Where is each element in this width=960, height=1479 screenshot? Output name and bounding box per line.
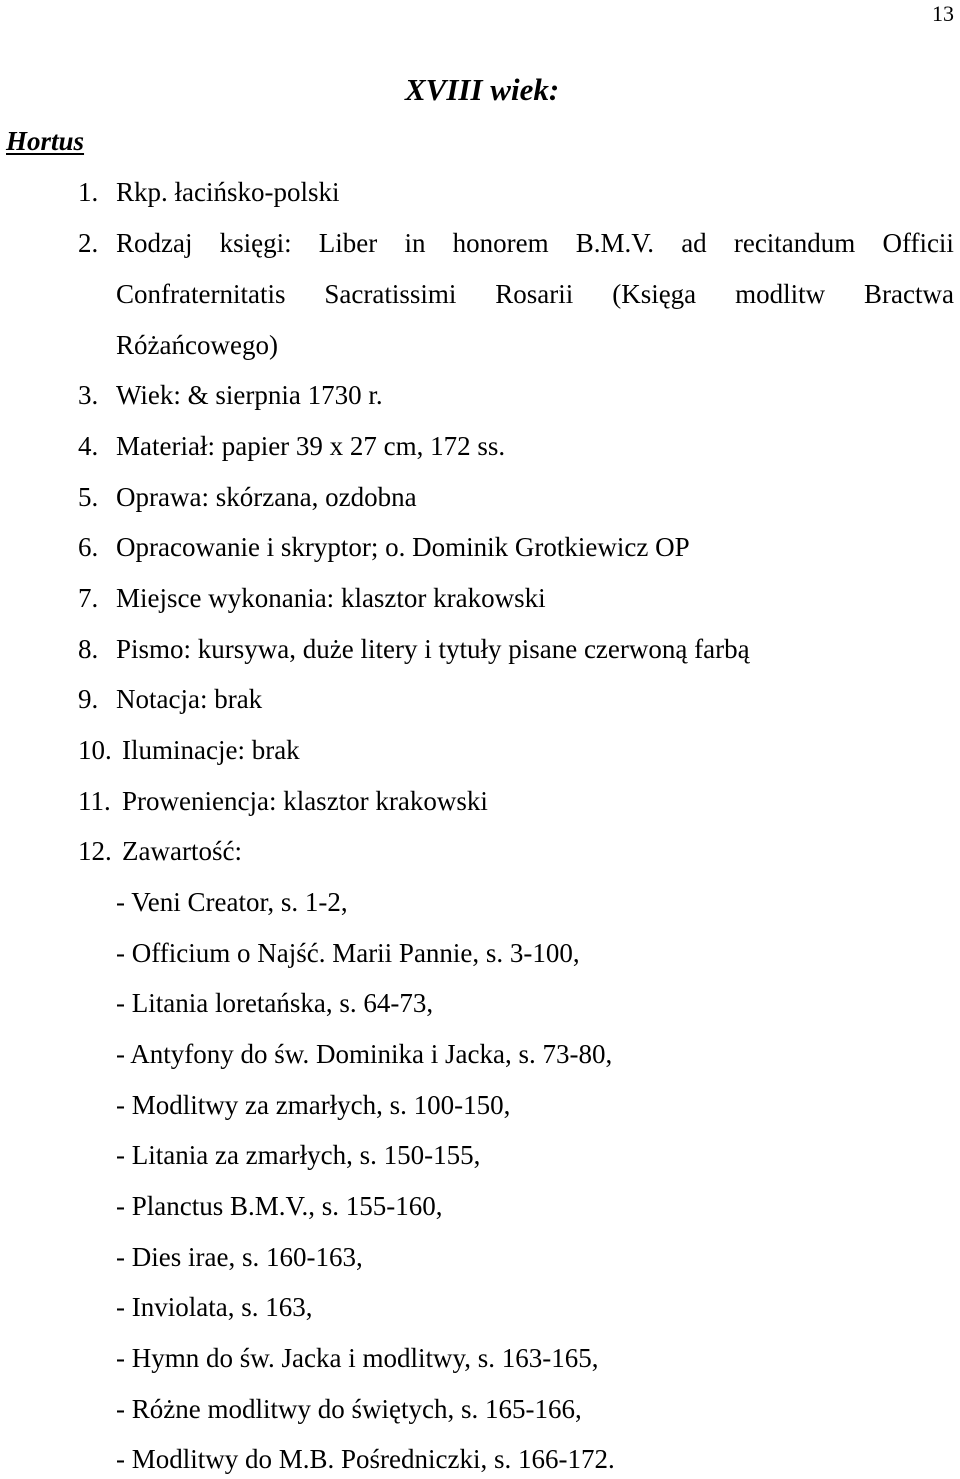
item-text: Proweniencja: klasztor krakowski <box>122 786 488 816</box>
word: Officii <box>882 228 954 258</box>
contents-entry: - Antyfony do św. Dominika i Jacka, s. 73-80, <box>116 1039 613 1069</box>
item-text-line-2 <box>116 274 954 314</box>
item-text: Miejsce wykonania: klasztor krakowski <box>116 583 546 613</box>
item-number: 2. <box>78 228 99 258</box>
word: księgi: <box>219 228 292 258</box>
contents-entry: - Modlitwy do M.B. Pośredniczki, s. 166-172. <box>116 1444 615 1474</box>
item-text: Zawartość: <box>122 836 242 866</box>
item-number: 7. <box>78 583 99 613</box>
word: ad <box>681 228 707 258</box>
contents-entry: - Dies irae, s. 160-163, <box>116 1242 363 1272</box>
contents-entry: - Litania loretańska, s. 64-73, <box>116 988 434 1018</box>
word: Confraternitatis <box>116 279 286 309</box>
item-number: 12. <box>78 836 112 866</box>
item-text: Pismo: kursywa, duże litery i tytuły pisane czerwoną farbą <box>116 634 750 664</box>
word: Bractwa <box>864 279 954 309</box>
century-heading: XVIII wiek: <box>405 72 560 107</box>
item-text-line-3: Różańcowego) <box>116 330 278 360</box>
word: honorem <box>452 228 549 258</box>
item-number: 6. <box>78 532 99 562</box>
item-number: 5. <box>78 482 99 512</box>
contents-entry: - Hymn do św. Jacka i modlitwy, s. 163-165, <box>116 1343 599 1373</box>
contents-entry: - Veni Creator, s. 1-2, <box>116 887 348 917</box>
item-text: Materiał: papier 39 x 27 cm, 172 ss. <box>116 431 506 461</box>
item-text: Oprawa: skórzana, ozdobna <box>116 482 417 512</box>
item-text: Wiek: & sierpnia 1730 r. <box>116 380 383 410</box>
item-number: 3. <box>78 380 99 410</box>
contents-entry: - Różne modlitwy do świętych, s. 165-166, <box>116 1394 582 1424</box>
word: modlitw <box>735 279 826 309</box>
item-number: 9. <box>78 684 99 714</box>
item-number: 10. <box>78 735 112 765</box>
contents-entry: - Officium o Najść. Marii Pannie, s. 3-100, <box>116 938 580 968</box>
page-number: 13 <box>932 1 954 26</box>
item-number: 4. <box>78 431 99 461</box>
item-number: 11. <box>78 786 111 816</box>
word: Rosarii <box>495 279 574 309</box>
item-text: Iluminacje: brak <box>122 735 300 765</box>
contents-entry: - Planctus B.M.V., s. 155-160, <box>116 1191 443 1221</box>
word: B.M.V. <box>575 228 655 258</box>
manuscript-title: Hortus <box>6 126 85 156</box>
item-number: 8. <box>78 634 99 664</box>
contents-entry: - Litania za zmarłych, s. 150-155, <box>116 1140 481 1170</box>
contents-entry: - Modlitwy za zmarłych, s. 100-150, <box>116 1090 511 1120</box>
word: Sacratissimi <box>324 279 457 309</box>
word: recitandum <box>733 228 856 258</box>
word: in <box>404 228 426 258</box>
word: Liber <box>318 228 378 258</box>
contents-entry: - Inviolata, s. 163, <box>116 1292 313 1322</box>
item-text-line-1 <box>116 223 954 263</box>
item-text: Notacja: brak <box>116 684 263 714</box>
item-text: Rkp. łacińsko-polski <box>116 177 340 207</box>
item-text: Opracowanie i skryptor; o. Dominik Grotkiewicz OP <box>116 532 690 562</box>
word: Rodzaj <box>116 228 193 258</box>
item-number: 1. <box>78 177 99 207</box>
word: (Księga <box>612 279 697 309</box>
